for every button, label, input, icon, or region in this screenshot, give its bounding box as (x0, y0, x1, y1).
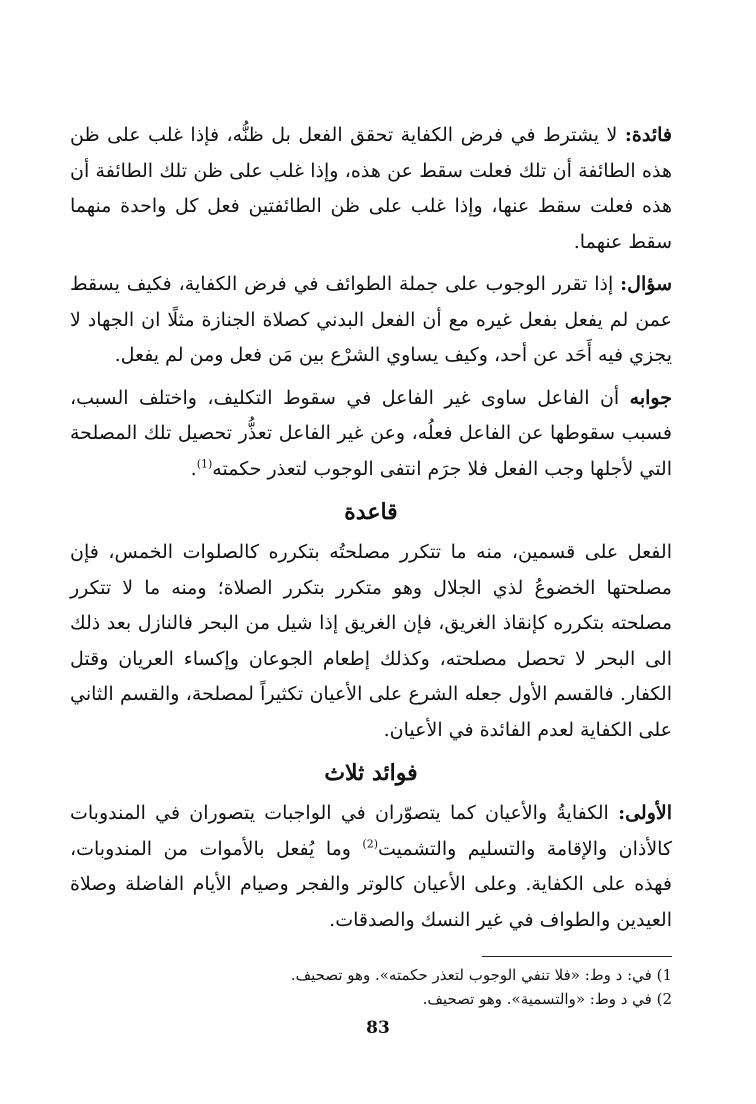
footnote-divider (482, 956, 672, 957)
paragraph-answer (70, 381, 672, 488)
footnote-1: 1) في: د وط: «فلا تنفي الوجوب لتعذر حكمته». وهو تصحيف. (290, 966, 672, 984)
paragraph-lead: الأولى: (618, 802, 672, 824)
paragraph-text: لا يشترط في فرض الكفاية تحقق الفعل بل ظنُّه، فإذا غلب على ظن هذه الطائفة أن تلك فعلت سقط عن هذه، وإذا غلب على ظن تلك الطائفة أن هذه فعلت سقط عنها، وإذا غلب على ظن الطائفتين فعل كل واحدة منهما سقط عنهما. (70, 124, 672, 253)
paragraph-question (70, 267, 672, 374)
section-heading-three-benefits: فوائد ثلاث (324, 760, 418, 786)
section-heading-rule: قاعدة (344, 499, 398, 525)
paragraph-text: إذا تقرر الوجوب على جملة الطوائف في فرض الكفاية، فكيف يسقط عمن لم يفعل بفعل غيره مع أن الفعل البدني كصلاة الجنازة مثلًا ان الجهاد لا يجزي فيه أَحَد عن أحد، وكيف يساوي الشرْع بين مَن فعل ومن لم يفعل. (70, 273, 672, 366)
paragraph-rule: الفعل على قسمين، منه ما تتكرر مصلحتُه بتكرره كالصلوات الخمس، فإن مصلحتها الخضوعُ لذي الجلال وهو متكرر بتكرر الصلاة؛ ومنه ما لا تتكرر مصلحته بتكرره كإنقاذ الغريق، فإن الغريق إذا شيل من البحر فالنازل بعد ذلك الى البحر لا تحصل مصلحته، وكذلك إطعام الجوعان وإكساء العريان وقتل الكفار. فالقسم الأول جعله الشرع على الأعيان تكثيراً لمصلحة، والقسم الثاني على الكفاية لعدم الفائدة في الأعيان. (70, 541, 672, 741)
footnotes (70, 963, 672, 1011)
paragraph-tail: . (190, 457, 197, 480)
paragraph-lead: فائدة: (624, 124, 672, 146)
paragraph-tail: وما يُفعل بالأموات من المندوبات، فهذه على الكفاية. وعلى الأعيان كالوتر والفجر وصيام الأيام الفاضلة وصلاة العيدين والطواف في غير النسك والصدقات. (70, 837, 672, 931)
paragraph-text: الكفايةُ والأعيان كما يتصوّران في الواجبات يتصوران في المندوبات كالأذان والإقامة والتسليم والتشميت (70, 802, 672, 860)
page-number: 83 (366, 1018, 390, 1038)
footnote-marker[interactable]: (2) (362, 837, 378, 851)
paragraph-lead: سؤال: (620, 273, 672, 295)
paragraph-faida (70, 118, 672, 260)
footnote-2: 2) في د وط: «والتسمية». وهو تصحيف. (422, 990, 672, 1008)
footnote-marker[interactable]: (1) (196, 457, 213, 471)
paragraph-text: أن الفاعل ساوى غير الفاعل في سقوط التكليف، واختلف السبب، فسبب سقوطها عن الفاعل فعلُه، وعن غير الفاعل تعذُّر تحصيل تلك المصلحة التي لأجلها وجب الفعل فلا جرَم انتفى الوجوب لتعذر حكمته (70, 386, 672, 480)
paragraph-first-benefit (70, 796, 672, 938)
paragraph-lead: جوابه (629, 386, 672, 409)
